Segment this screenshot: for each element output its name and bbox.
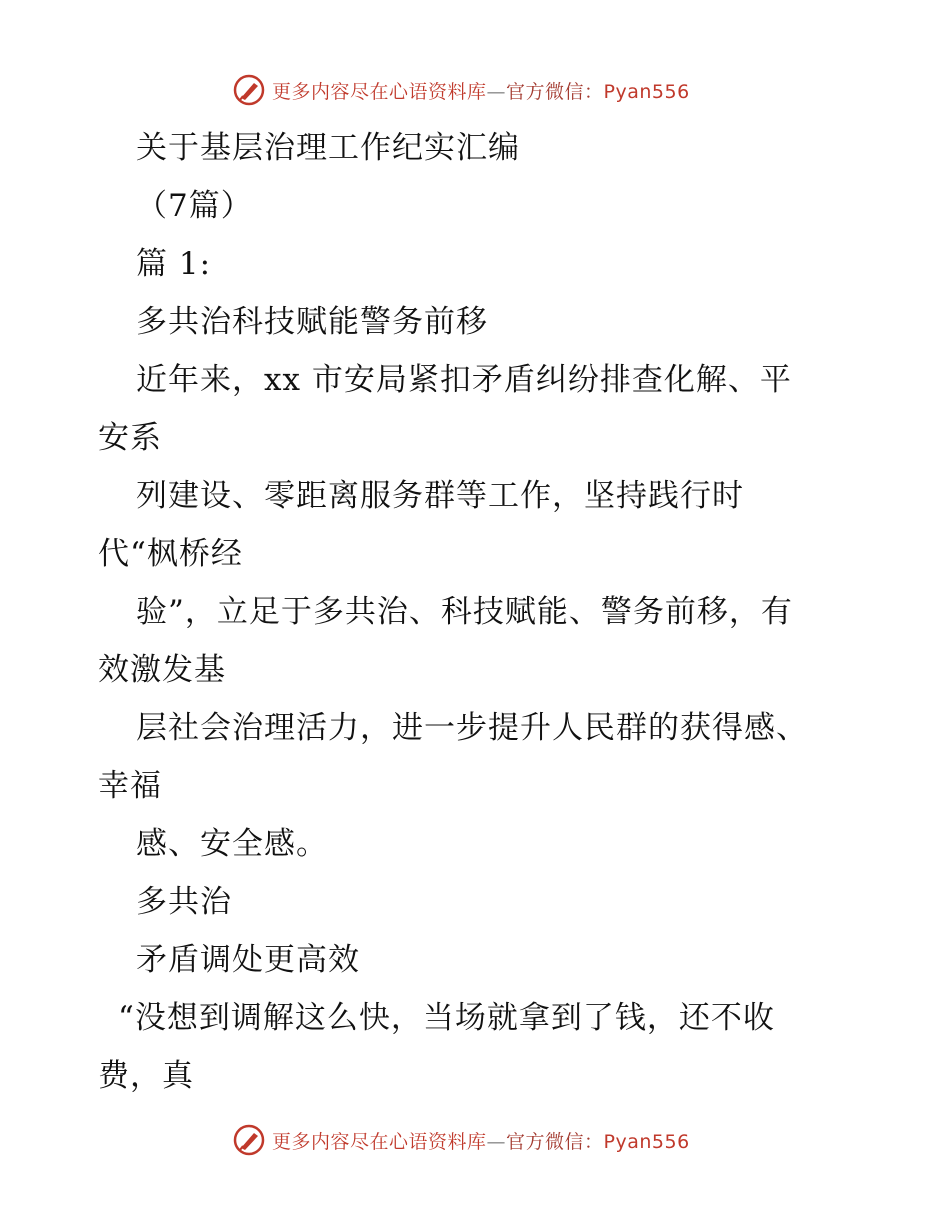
document-title: 关于基层治理工作纪实汇编	[136, 130, 520, 166]
paragraph-line: 费，真	[98, 1058, 194, 1094]
banner-wechat-label: 官方微信：	[506, 1130, 604, 1153]
paragraph-line: 列建设、零距离服务群等工作，坚持践行时	[136, 478, 744, 514]
subsection-heading: 矛盾调处更高效	[136, 942, 360, 978]
banner-text	[272, 77, 690, 104]
subsection-heading: 多共治	[136, 884, 232, 920]
quill-pen-logo-icon	[232, 1123, 266, 1157]
paragraph-line: “没想到调解这么快，当场就拿到了钱，还不收	[118, 1000, 775, 1036]
footer-banner	[232, 1120, 690, 1160]
paragraph-line: 幸福	[98, 768, 162, 804]
section-label: 篇 1:	[136, 246, 212, 282]
quill-pen-logo-icon	[232, 73, 266, 107]
banner-text	[272, 1127, 690, 1154]
section-heading: 多共治科技赋能警务前移	[136, 304, 488, 340]
banner-separator: —	[486, 1130, 507, 1153]
banner-wechat-id: Pyan556	[603, 1130, 690, 1153]
paragraph-line: 安系	[98, 420, 162, 456]
header-banner	[232, 70, 690, 110]
banner-wechat-id: Pyan556	[603, 80, 690, 103]
paragraph-line: 效激发基	[98, 652, 226, 688]
banner-site: 更多内容尽在心语资料库	[272, 1130, 487, 1153]
paragraph-line: 层社会治理活力，进一步提升人民群的获得感、	[136, 710, 808, 746]
paragraph-line: 验”，立足于多共治、科技赋能、警务前移，有	[136, 594, 793, 630]
article-count: （7篇）	[136, 188, 253, 224]
paragraph-line: 代“枫桥经	[98, 536, 243, 572]
paragraph-line: 近年来，xx 市安局紧扣矛盾纠纷排查化解、平	[136, 362, 792, 398]
paragraph-line: 感、安全感。	[136, 826, 328, 862]
banner-wechat-label: 官方微信：	[506, 80, 604, 103]
banner-site: 更多内容尽在心语资料库	[272, 80, 487, 103]
banner-separator: —	[486, 80, 507, 103]
